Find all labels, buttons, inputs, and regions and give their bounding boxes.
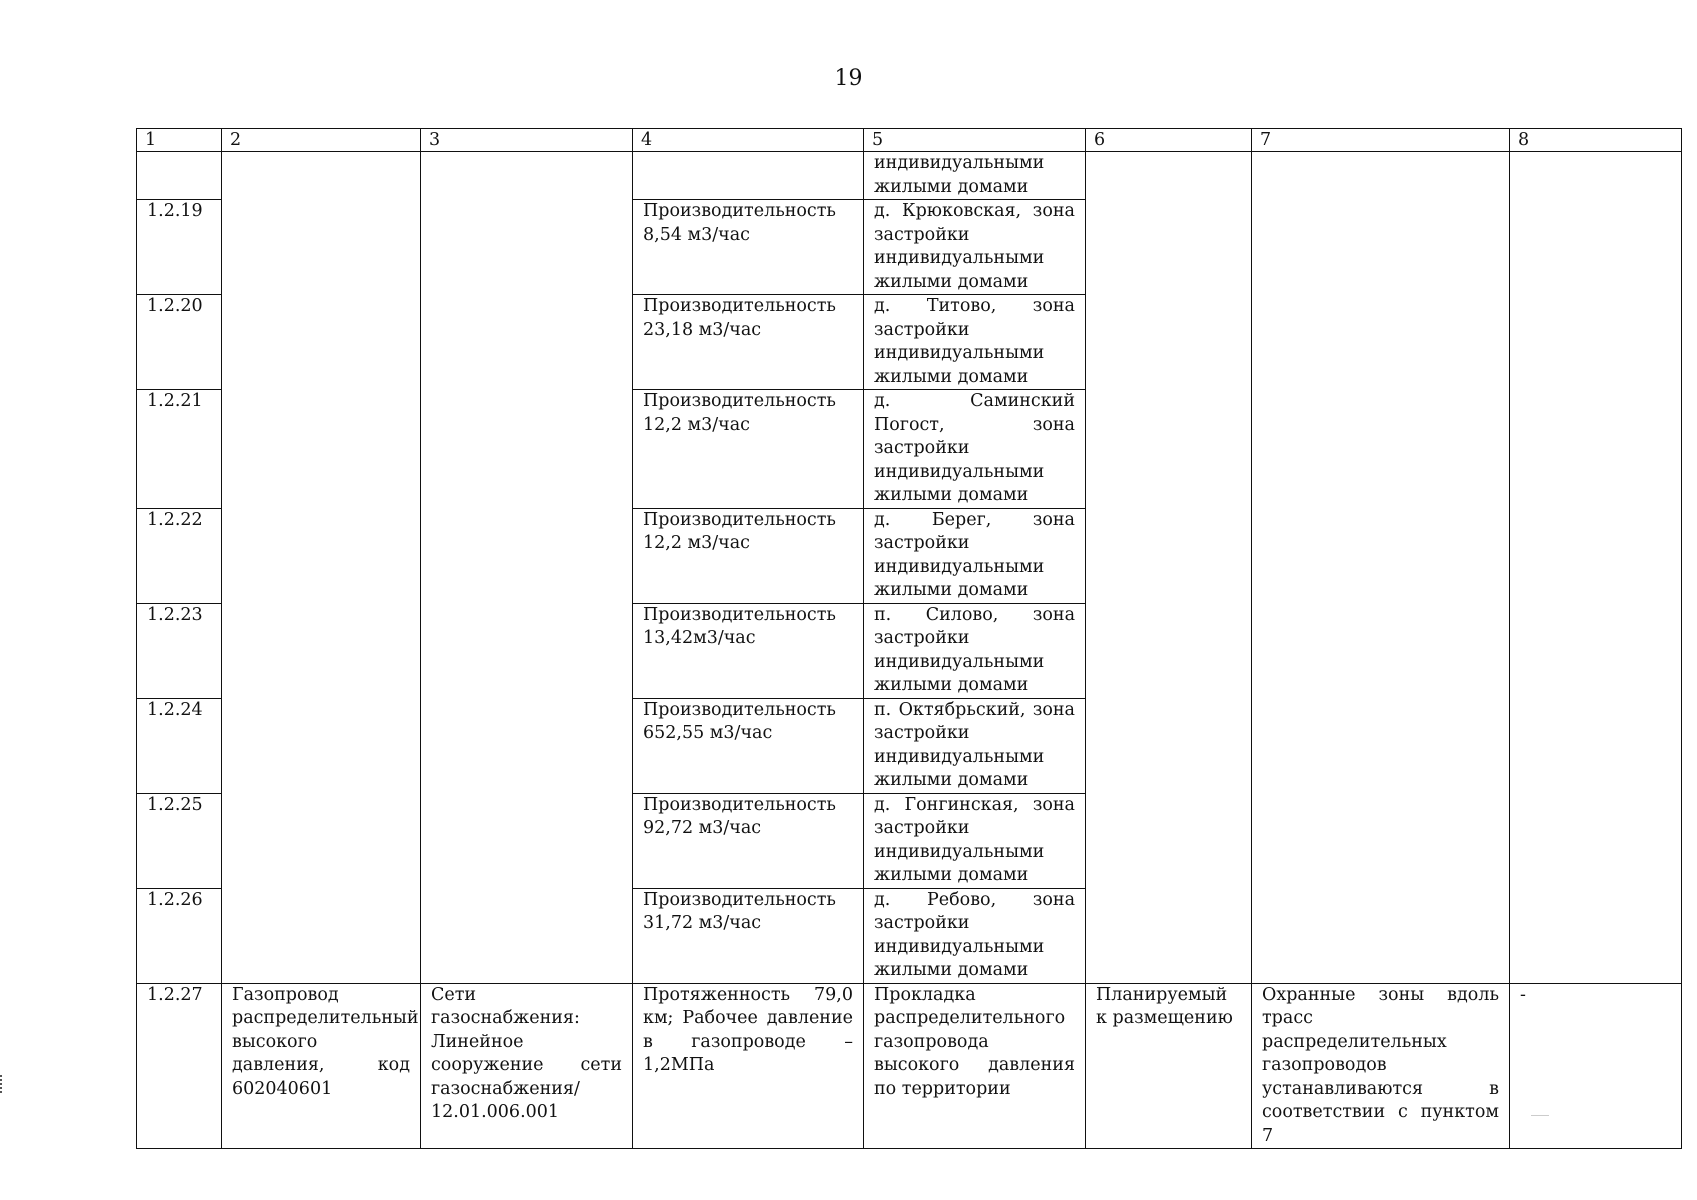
page-number: 19 (834, 66, 863, 91)
scan-artifact (1531, 1115, 1549, 1116)
location-cell: п. Октябрьский, зона застройки индивидуальными жилыми домами (864, 698, 1086, 793)
location-cell: д. Саминский Погост, зона застройки индивидуальными жилыми домами (864, 390, 1086, 509)
location-cell: д. Ребово, зона застройки индивидуальными жилыми домами (864, 888, 1086, 983)
header-cell: 4 (633, 129, 864, 152)
row-number: 1.2.25 (137, 793, 222, 888)
capacity-cell: Производительность 31,72 м3/час (633, 888, 864, 983)
row-number: 1.2.23 (137, 603, 222, 698)
continuation-row (137, 152, 1682, 200)
capacity-cell: Производительность 652,55 м3/час (633, 698, 864, 793)
row-number: 1.2.27 (137, 983, 222, 1149)
header-cell: 1 (137, 129, 222, 152)
num-cell (137, 152, 222, 200)
col8-cell-merged (1510, 152, 1682, 984)
row-number: 1.2.24 (137, 698, 222, 793)
header-cell: 5 (864, 129, 1086, 152)
header-cell: 6 (1086, 129, 1252, 152)
capacity-cell: Производительность 8,54 м3/час (633, 200, 864, 295)
row-number: 1.2.26 (137, 888, 222, 983)
name-cell: Газопровод распределительный высокого давления, код 602040601 (222, 983, 421, 1149)
location-cell: д. Гонгинская, зона застройки индивидуальными жилыми домами (864, 793, 1086, 888)
zones-cell: Охранные зоны вдоль трасс распределительных газопроводов устанавливаются в соответствии с пунктом 7 (1252, 983, 1510, 1149)
table-row (137, 983, 1682, 1149)
type-cell: Сети газоснабжения: Линейное сооружение сети газоснабжения/ 12.01.006.001 (421, 983, 633, 1149)
characteristics-cell: Протяженность 79,0 км; Рабочее давление в газопроводе – 1,2МПа (633, 983, 864, 1149)
scan-margin-mark (0, 1075, 6, 1093)
row-number: 1.2.19 (137, 200, 222, 295)
row-number: 1.2.21 (137, 390, 222, 509)
header-cell: 3 (421, 129, 633, 152)
header-row (137, 129, 1682, 152)
location-cell: Прокладка распределительного газопровода высокого давления по территории (864, 983, 1086, 1149)
location-cell: индивидуальными жилыми домами (864, 152, 1086, 200)
header-cell: 8 (1510, 129, 1682, 152)
type-cell-merged (421, 152, 633, 984)
location-cell: д. Титово, зона застройки индивидуальными жилыми домами (864, 295, 1086, 390)
header-cell: 2 (222, 129, 421, 152)
location-cell: д. Берег, зона застройки индивидуальными жилыми домами (864, 508, 1086, 603)
row-number: 1.2.22 (137, 508, 222, 603)
document-table (136, 128, 1682, 1149)
zones-cell-merged (1252, 152, 1510, 984)
capacity-cell: Производительность 92,72 м3/час (633, 793, 864, 888)
col8-cell: - (1510, 983, 1682, 1149)
header-cell: 7 (1252, 129, 1510, 152)
capacity-cell: Производительность 12,2 м3/час (633, 508, 864, 603)
status-cell: Планируемый к размещению (1086, 983, 1252, 1149)
capacity-cell: Производительность 12,2 м3/час (633, 390, 864, 509)
status-cell-merged (1086, 152, 1252, 984)
capacity-cell: Производительность 23,18 м3/час (633, 295, 864, 390)
location-cell: д. Крюковская, зона застройки индивидуальными жилыми домами (864, 200, 1086, 295)
row-number: 1.2.20 (137, 295, 222, 390)
location-cell: п. Силово, зона застройки индивидуальными жилыми домами (864, 603, 1086, 698)
capacity-cell (633, 152, 864, 200)
name-cell-merged (222, 152, 421, 984)
capacity-cell: Производительность 13,42м3/час (633, 603, 864, 698)
